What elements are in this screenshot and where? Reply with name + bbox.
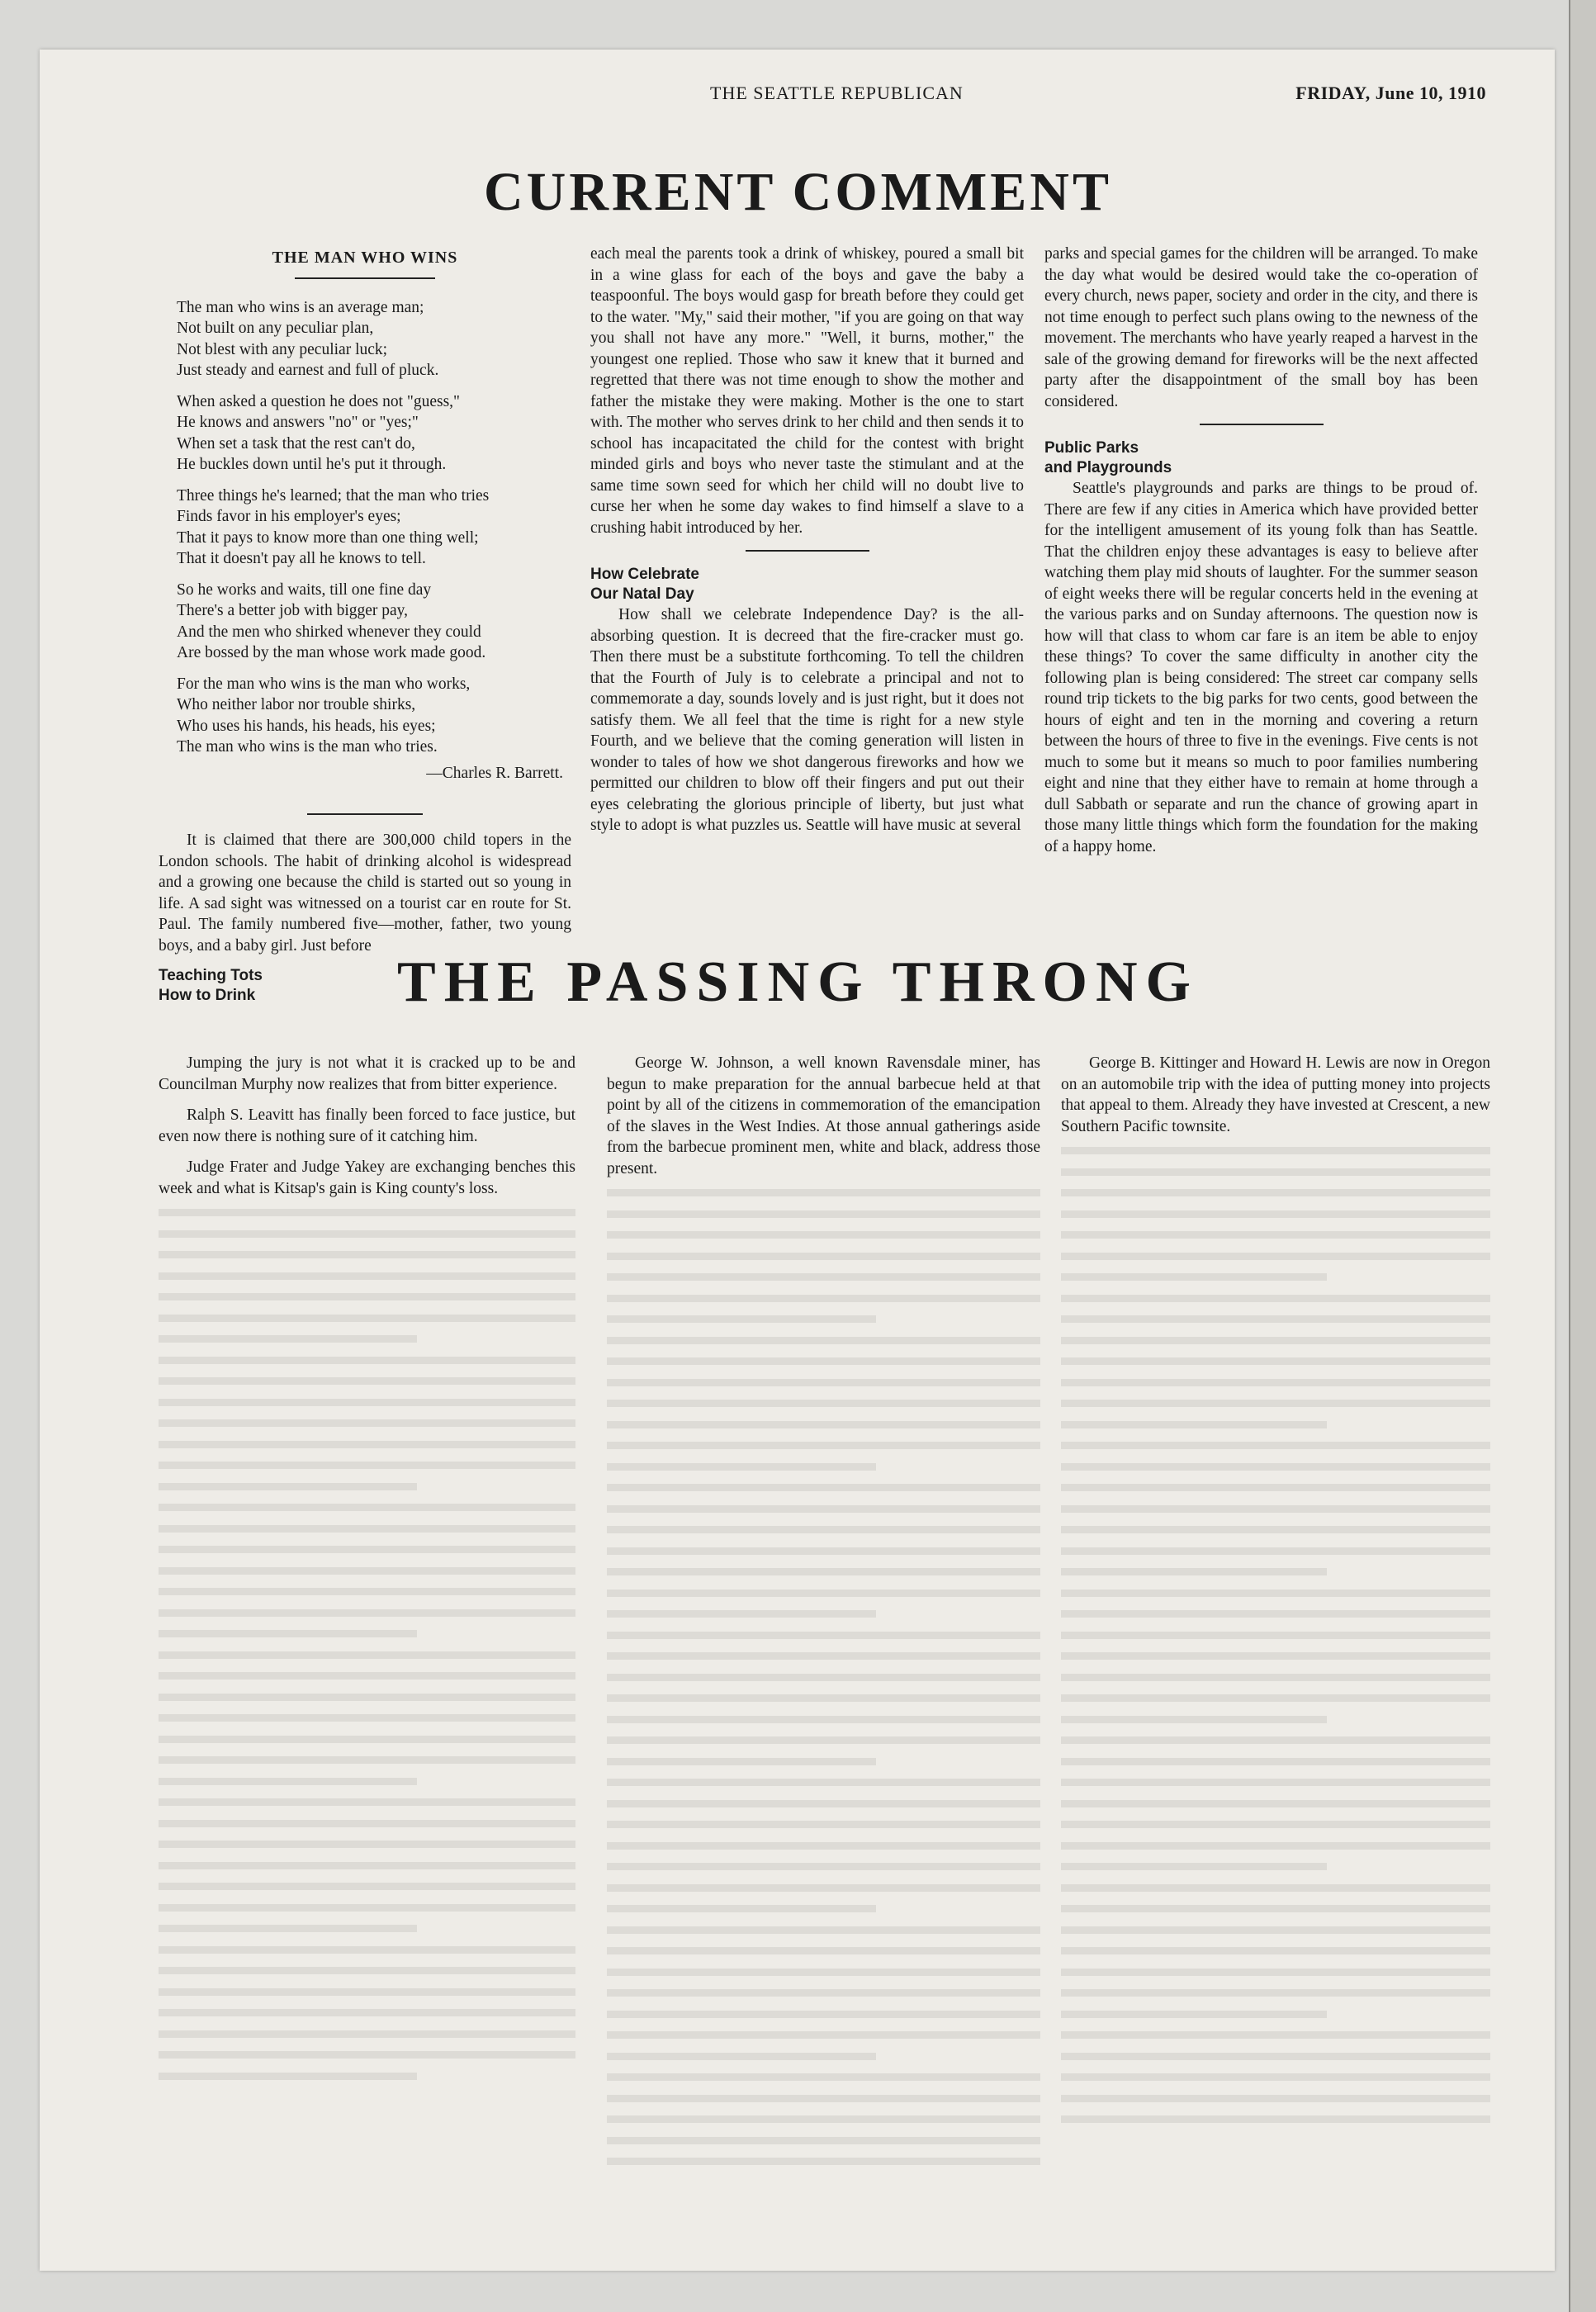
poem-line: Are bossed by the man whose work made good. [177,644,486,661]
text-line-placeholder [159,1209,575,1216]
text-line-placeholder [1061,1821,1490,1828]
text-line-placeholder [1061,1337,1490,1344]
text-line-placeholder [607,1947,1040,1954]
poem-line: Finds favor in his employer's eyes; [177,508,401,525]
text-line-placeholder [159,1272,575,1280]
text-line-placeholder [607,1400,1040,1407]
text-line-placeholder [1061,1758,1490,1765]
poem-line: When set a task that the rest can't do, [177,434,415,452]
text-line-placeholder [159,2051,575,2059]
column-1 [159,248,571,1006]
text-line-placeholder [607,1716,1040,1723]
throng-paragraph: George W. Johnson, a well known Ravensdale miner, has begun to make preparation for the annual barbecue held at that point by all of the citizens in commemoration of the emancipation of the slaves in the West Indies. At those annual gatherings aside from the barbecue prominent men, white and black, address those present. [607,1054,1040,1177]
poem [159,297,571,758]
text-line-placeholder [159,1251,575,1258]
text-line-placeholder [159,1609,575,1617]
poem-line: There's a better job with bigger pay, [177,602,409,619]
poem-line: Not built on any peculiar plan, [177,320,374,337]
poem-line: Not blest with any peculiar luck; [177,340,388,358]
text-line-placeholder [159,1862,575,1869]
throng-paragraph: Ralph S. Leavitt has finally been forced to face justice, but even now there is nothing sure of it catching him. [159,1106,575,1145]
text-line-placeholder [607,1632,1040,1639]
text-line-placeholder [1061,1168,1490,1176]
teaching-tots-sidehead: Teaching Tots How to Drink [159,967,263,1004]
text-line-placeholder [607,1210,1040,1218]
throng-column-3 [1061,1053,1490,2137]
text-line-placeholder [1061,1926,1490,1934]
text-line-placeholder [607,1568,1040,1575]
text-line-placeholder [1061,1800,1490,1807]
text-line-placeholder [1061,1674,1490,1681]
text-line-placeholder [159,1798,575,1806]
text-line-placeholder [159,1736,575,1743]
article-paragraph: each meal the parents took a drink of whiskey, poured a small bit in a wine glass for each of the boys and gave the baby a teaspoonful. The boys would gasp for breath before they could get to the water. "My," said their mother, "if you are going on that way you shall not have any more." "Well, it burns, mother," the youngest one replied. Those who saw it knew that it burned and regretted that there was not time enough to show the mother and father the mistake they were making. Mother is the one to start with. The mother who serves drink to her child and then sends it to school has incapacitated the child for the contest with bright minded girls and boys who never taste the stimulant and at the same time sown seed for which her child will no doubt live to curse her when he some day wakes to find himself a slave to a crushing habit introduced by her. [590,245,1024,537]
text-line-placeholder [159,1946,575,1954]
poem-signature: —Charles R. Barrett. [426,764,563,782]
text-line-placeholder [1061,2095,1490,2102]
text-line-placeholder [159,1651,575,1659]
text-line-placeholder [1061,2115,1490,2123]
throng-column-2 [607,1053,1040,2179]
text-line-placeholder [607,1547,1040,1555]
text-line-placeholder [159,1504,575,1511]
poem-stanza [177,674,571,758]
text-line-placeholder [159,1567,575,1575]
poem-line: He knows and answers "no" or "yes;" [177,414,419,431]
text-line-placeholder [159,1546,575,1553]
text-line-placeholder [1061,2011,1327,2018]
column-3 [1044,244,1478,867]
text-line-placeholder [1061,1379,1490,1386]
text-line-placeholder [607,2115,1040,2123]
column-2 [590,244,1024,846]
poem-line: That it pays to know more than one thing well; [177,528,479,547]
text-line-placeholder [159,1525,575,1533]
text-line-placeholder [1061,1989,1490,1997]
poem-stanza [177,391,571,476]
natal-day-sidehead: How Celebrate Our Natal Day [590,566,699,603]
text-line-placeholder [607,1821,1040,1828]
text-line-placeholder [159,2030,575,2038]
text-line-placeholder [607,1463,876,1471]
text-line-placeholder [159,1756,575,1764]
text-line-placeholder [159,1441,575,1448]
text-line-placeholder [607,2053,876,2060]
passing-throng-title: THE PASSING THRONG [397,950,1199,1014]
text-line-placeholder [159,1694,575,1701]
text-line-placeholder [1061,2073,1490,2081]
text-line-placeholder [159,1588,575,1595]
text-line-placeholder [1061,1969,1490,1976]
text-line-placeholder [1061,1568,1327,1575]
text-line-placeholder [159,1630,417,1637]
poem-line: When asked a question he does not "guess," [177,392,461,410]
text-line-placeholder [159,1419,575,1427]
text-line-placeholder [1061,1716,1327,1723]
text-line-placeholder [607,1421,1040,1428]
text-line-placeholder [607,1863,1040,1870]
text-line-placeholder [607,1253,1040,1260]
poem-line: Who uses his hands, his heads, his eyes; [177,717,436,735]
text-line-placeholder [159,2009,575,2016]
text-line-placeholder [159,1399,575,1406]
text-line-placeholder [1061,1315,1490,1323]
text-line-placeholder [159,1820,575,1827]
text-line-placeholder [607,1779,1040,1786]
text-line-placeholder [1061,1736,1490,1744]
text-line-placeholder [607,1315,876,1323]
text-line-placeholder [607,1273,1040,1281]
text-line-placeholder [1061,1463,1490,1471]
text-line-placeholder [607,1884,1040,1892]
text-line-placeholder [607,1526,1040,1533]
text-line-placeholder [607,1674,1040,1681]
text-line-placeholder [1061,1947,1490,1954]
text-line-placeholder [159,1883,575,1890]
poem-line: Who neither labor nor trouble shirks, [177,696,416,713]
text-line-placeholder [1061,1863,1327,1870]
paper-name: THE SEATTLE REPUBLICAN [710,83,964,103]
text-line-placeholder [607,1652,1040,1660]
poem-line: That it doesn't pay all he knows to tell. [177,550,426,567]
text-line-placeholder [1061,1779,1490,1786]
current-comment-title: CURRENT COMMENT [484,162,1112,222]
text-line-placeholder [607,1357,1040,1365]
text-line-placeholder [1061,1842,1490,1850]
text-line-placeholder [607,1189,1040,1196]
article-paragraph: parks and special games for the children will be arranged. To make the day what would be desired would take the co-operation of every church, news paper, society and order in the city, and there is not time enough to perfect such plans owing to the newness of the movement. The merchants who have yearly reaped a harvest in the sale of the growing demand for fireworks will be the next affected party after the disappointment of the small boy has been considered. [1044,245,1478,410]
text-line-placeholder [1061,1357,1490,1365]
text-line-placeholder [607,1758,876,1765]
throng-column-1 [159,1053,575,2093]
next-page-edge [1569,0,1596,2312]
text-line-placeholder [1061,2031,1490,2039]
text-line-placeholder [159,1293,575,1300]
text-line-placeholder [159,1988,575,1996]
text-line-placeholder [607,1969,1040,1976]
text-line-placeholder [607,1231,1040,1239]
text-line-placeholder [159,1230,575,1238]
text-line-placeholder [1061,1147,1490,1154]
poem-line: And the men who shirked whenever they could [177,623,481,641]
text-line-placeholder [159,1462,575,1469]
text-line-placeholder [607,2095,1040,2102]
text-line-placeholder [159,1925,417,1932]
text-line-placeholder [1061,1590,1490,1597]
text-line-placeholder [607,1590,1040,1597]
text-line-placeholder [607,1926,1040,1934]
poem-line: The man who wins is an average man; [177,298,424,316]
divider-rule [295,277,435,279]
poem-stanza [177,297,571,381]
text-line-placeholder [607,1337,1040,1344]
text-line-placeholder [607,1989,1040,1997]
throng-paragraph: Judge Frater and Judge Yakey are exchanging benches this week and what is Kitsap's gain is King county's loss. [159,1158,575,1197]
text-line-placeholder [159,1483,417,1490]
poem-line: Just steady and earnest and full of pluck. [177,362,439,379]
text-line-placeholder [1061,1253,1490,1260]
text-line-placeholder [1061,1189,1490,1196]
throng-paragraph: Jumping the jury is not what it is cracked up to be and Councilman Murphy now realizes that from bitter experience. [159,1054,575,1093]
poem-line: For the man who wins is the man who works, [177,675,471,693]
poem-line: So he works and waits, till one fine day [177,580,432,599]
text-line-placeholder [607,1295,1040,1302]
text-line-placeholder [607,1610,876,1618]
text-line-placeholder [607,1379,1040,1386]
divider-rule [307,813,423,815]
text-line-placeholder [607,1736,1040,1744]
divider-rule [1200,424,1324,425]
poem-stanza [177,486,571,570]
issue-date: FRIDAY, June 10, 1910 [1295,83,1486,103]
poem-line: Three things he's learned; that the man who tries [177,486,490,505]
text-line-placeholder [1061,1610,1490,1618]
text-line-placeholder [1061,1526,1490,1533]
text-line-placeholder [607,1842,1040,1850]
text-line-placeholder [159,1672,575,1680]
text-line-placeholder [1061,1652,1490,1660]
text-line-placeholder [607,2011,1040,2018]
text-line-placeholder [159,1335,417,1343]
text-line-placeholder [159,1778,417,1785]
text-line-placeholder [1061,1484,1490,1491]
text-line-placeholder [1061,1421,1327,1428]
text-line-placeholder [1061,1442,1490,1449]
text-line-placeholder [1061,1295,1490,1302]
text-line-placeholder [1061,1210,1490,1218]
poem-heading: THE MAN WHO WINS [272,249,458,267]
text-line-placeholder [1061,1884,1490,1892]
poem-stanza [177,580,571,664]
text-line-placeholder [1061,1905,1490,1912]
text-line-placeholder [1061,1400,1490,1407]
text-line-placeholder [159,1904,575,1912]
text-line-placeholder [1061,1273,1327,1281]
text-line-placeholder [1061,2053,1490,2060]
poem-line: He buckles down until he's put it through. [177,456,447,473]
text-line-placeholder [607,1442,1040,1449]
text-line-placeholder [607,1505,1040,1513]
text-line-placeholder [159,1967,575,1974]
text-line-placeholder [159,1714,575,1722]
article-paragraph: Seattle's playgrounds and parks are things to be proud of. There are few if any cities in America which have provided better for the intelligent amusement of its young folk than has Seattle. That the children enjoy these advantages is easy to believe after watching them play mid shouts of laughter. For the summer season of eight weeks there will be regular concerts held in the evening at the various parks and on Sunday afternoons. The question now is how will that class to whom car fare is an item be able to enjoy these things? To cover the same difficulty in another city the following plan is being considered: The street car company sells round trip tickets to the big parks for two cents, good between the hours of eight and ten in the morning and covering a return between the hours of three to five in the evenings. Five cents is not much to some but it means so much to poor families numbering eight and nine that they either have to remain at home through a dull Sabbath or separate and run the chance of growing apart in those many little things which form the foundation for the making of a happy home. [1044,480,1478,855]
text-line-placeholder [607,2158,1040,2165]
text-line-placeholder [1061,1231,1490,1239]
masthead [132,83,1486,116]
text-line-placeholder [159,2073,417,2080]
text-line-placeholder [607,2031,1040,2039]
article-paragraph: How shall we celebrate Independence Day? is the all-absorbing question. It is decreed that the fire-cracker must go. Then there must be a substitute forthcoming. To tell the children that the Fourth of July is to celebrate a principal and not to commemorate a day, sounds lovely and is just right, but it does not satisfy them. We all feel that the time is right for a new style Fourth, and we believe that the coming generation will listen in wonder to tales of how we shot dangerous fireworks and how we permitted our children to blow off their fingers and put out their eyes celebrating the glorious principle of liberty, but just what style to adopt is what puzzles us. Seattle will have music at several [590,606,1024,834]
text-line-placeholder [159,1357,575,1364]
parks-sidehead: Public Parks and Playgrounds [1044,439,1172,476]
text-line-placeholder [607,1484,1040,1491]
text-line-placeholder [607,1905,876,1912]
text-line-placeholder [1061,1505,1490,1513]
text-line-placeholder [607,2073,1040,2081]
text-line-placeholder [607,2137,1040,2144]
text-line-placeholder [1061,1547,1490,1555]
text-line-placeholder [607,1694,1040,1702]
text-line-placeholder [1061,1632,1490,1639]
throng-paragraph: George B. Kittinger and Howard H. Lewis are now in Oregon on an automobile trip with the idea of putting money into projects that appeal to them. Already they have invested at Crescent, a new Southern Pacific townsite. [1061,1054,1490,1135]
text-line-placeholder [159,1377,575,1385]
divider-rule [746,550,869,552]
text-line-placeholder [159,1841,575,1848]
text-line-placeholder [159,1315,575,1322]
text-line-placeholder [607,1800,1040,1807]
poem-line: The man who wins is the man who tries. [177,738,438,756]
text-line-placeholder [1061,1694,1490,1702]
teaching-tots-paragraph: It is claimed that there are 300,000 child topers in the London schools. The habit of drinking alcohol is widespread and a growing one because the child is started out so young in life. A sad sight was witnessed on a tourist car en route for St. Paul. The family numbered five—mother, father, two young boys, and a baby girl. Just before [159,831,571,955]
